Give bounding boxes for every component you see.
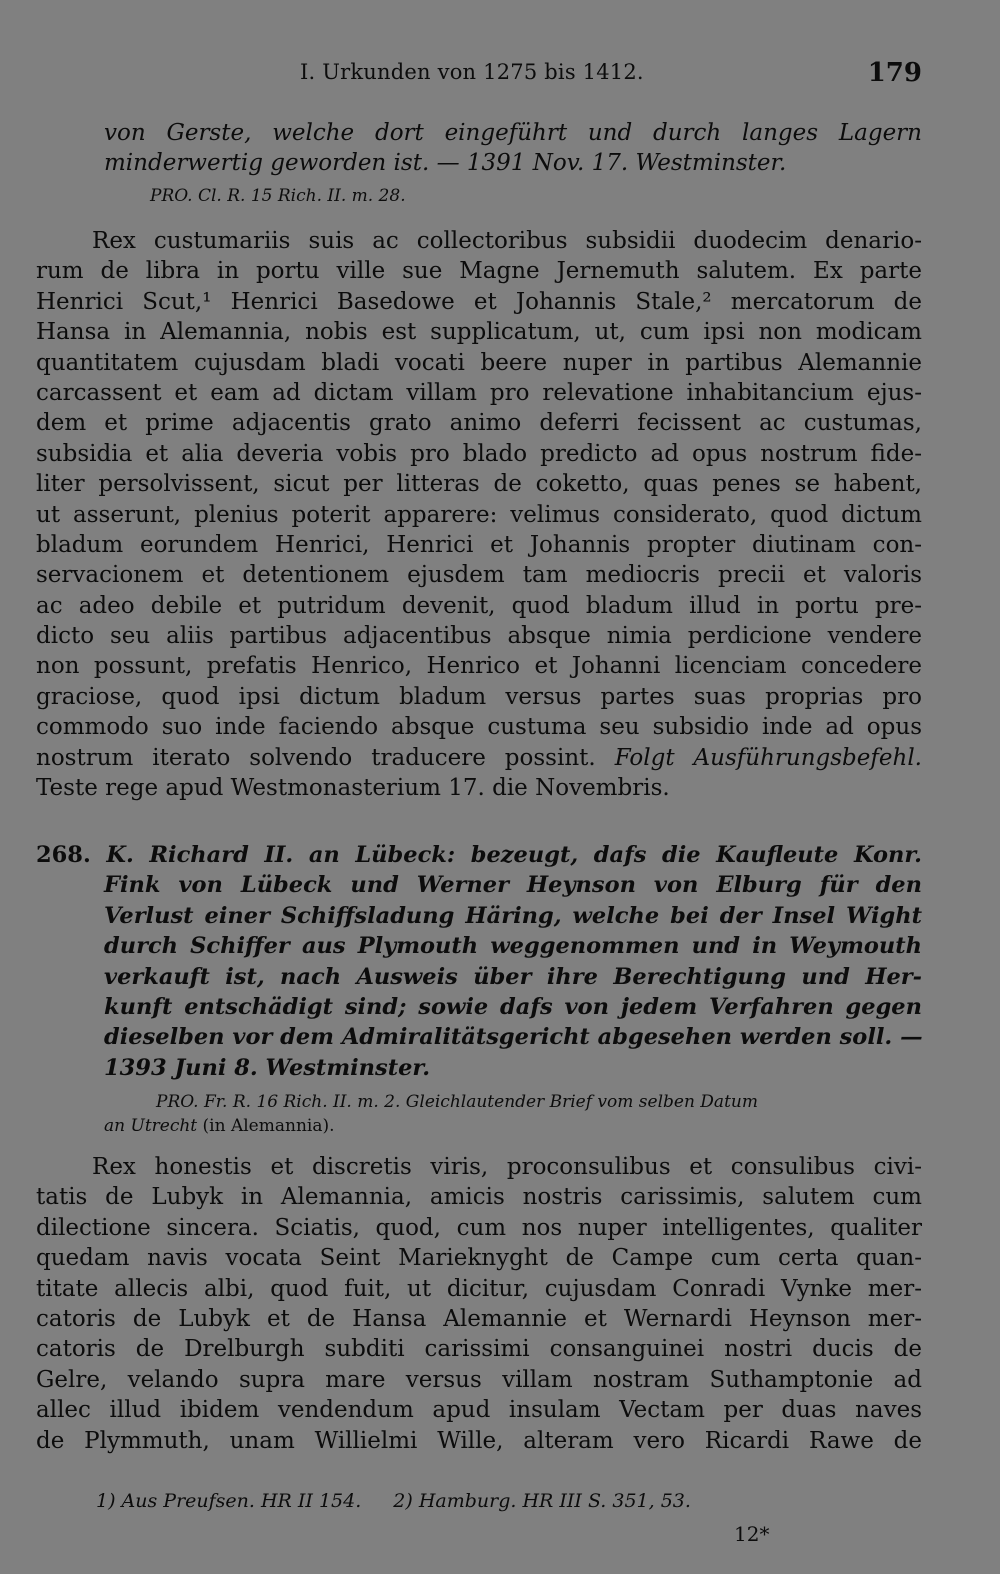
heading-line: verkauft ist, nach Ausweis über ihre Berechtigung und Her- [104, 963, 922, 990]
doc268-source [156, 1090, 926, 1114]
source-citation: PRO. Fr. R. 16 Rich. II. m. 2. Gleichlautender Brief vom selben Datum [156, 1092, 758, 1112]
page-number: 179 [867, 58, 922, 88]
text-line: catoris de Drelburgh subditi carissimi consanguinei nostri ducis de [36, 1336, 922, 1363]
text-line [36, 743, 922, 773]
text-line: ut asserunt, plenius poterit apparere: velimus considerato, quod dictum [36, 501, 922, 528]
text-line: graciose, quod ipsi dictum bladum versus partes suas proprias pro [36, 683, 922, 710]
source-place: an Utrecht [104, 1116, 198, 1136]
text-line: servacionem et detentionem ejusdem tam mediocris precii et valoris [36, 562, 922, 589]
source-citation-cont [104, 1114, 804, 1138]
footnote-1: 1) Aus Preufsen. HR II 154. [96, 1490, 362, 1512]
heading-line [36, 840, 922, 870]
closing-line: Teste rege apud Westmonasterium 17. die Novembris. [36, 775, 670, 802]
running-title: I. Urkunden von 1275 bis 1412. [300, 60, 644, 84]
doc267-summary [36, 118, 922, 179]
sheet-signature: 12* [734, 1522, 770, 1546]
text-line: allec illud ibidem vendendum apud insulam Vectam per duas naves [36, 1397, 922, 1424]
editorial-note: Folgt Ausführungsbefehl. [614, 744, 922, 771]
text-line: ac adeo debile et putridum devenit, quod bladum illud in portu pre- [36, 592, 922, 619]
text-line: subsidia et alia deveria vobis pro blado predicto ad opus nostrum fide- [36, 440, 922, 467]
doc267-body [36, 226, 922, 803]
heading-text: K. Richard II. an Lübeck: bezeugt, dafs die Kaufleute Konr. [106, 842, 922, 868]
text-line: catoris de Lubyk et de Hansa Alemannie et Wernardi Heynson mer- [36, 1305, 922, 1332]
document-number: 268. [36, 842, 91, 868]
text-line: commodo suo inde faciendo absque custuma seu subsidio inde ad opus [36, 714, 922, 741]
doc268-body [36, 1152, 922, 1456]
footnote-2: 2) Hamburg. HR III S. 351, 53. [393, 1490, 691, 1512]
text-line: Rex custumariis suis ac collectoribus subsidii duodecim denario- [92, 228, 922, 254]
text-line: carcassent et eam ad dictam villam pro relevatione inhabitancium ejus- [36, 379, 922, 406]
heading-line: durch Schiffer aus Plymouth weggenommen und in Weymouth [104, 933, 922, 960]
text-line: liter persolvissent, sicut per litteras de coketto, quas penes se habent, [36, 471, 922, 498]
text-line: Hansa in Alemannia, nobis est supplicatum, ut, cum ipsi non modicam [36, 319, 922, 346]
heading-line: dieselben vor dem Admiralitätsgericht abgesehen werden soll. — [104, 1024, 923, 1051]
source-note: (in Alemannia). [202, 1116, 335, 1136]
doc267-source [150, 184, 850, 208]
text-line: rum de libra in portu ville sue Magne Jernemuth salutem. Ex parte [36, 258, 922, 285]
source-citation: PRO. Cl. R. 15 Rich. II. m. 28. [150, 186, 406, 206]
text-line: dicto seu aliis partibus adjacentibus absque nimia perdicione vendere [36, 623, 922, 650]
text-line: dem et prime adjacentis grato animo deferri fecissent ac custumas, [36, 410, 922, 437]
summary-line: minderwertig geworden ist. — 1391 Nov. 17. Westminster. [104, 150, 787, 177]
heading-line: Verlust einer Schiffsladung Häring, welche bei der Insel Wight [104, 902, 922, 929]
heading-line: kunft entschädigt sind; sowie dafs von jedem Verfahren gegen [104, 993, 922, 1020]
footnotes [96, 1490, 717, 1512]
text-line: Rex honestis et discretis viris, proconsulibus et consulibus civi- [92, 1154, 922, 1180]
summary-line: von Gerste, welche dort eingeführt und durch langes Lagern [104, 120, 922, 146]
heading-line: Fink von Lübeck und Werner Heynson von Elburg für den [104, 872, 922, 899]
text-line: non possunt, prefatis Henrico, Henrico et Johanni licenciam concedere [36, 653, 922, 680]
text-line: de Plymmuth, unam Willielmi Wille, alteram vero Ricardi Rawe de [36, 1427, 922, 1454]
text-line: bladum eorundem Henrici, Henrici et Johannis propter diutinam con- [36, 531, 922, 558]
text-fragment: nostrum iterato solvendo traducere possint. [36, 744, 596, 771]
text-line: quedam navis vocata Seint Marieknyght de Campe cum certa quan- [36, 1245, 922, 1272]
text-line: dilectione sincera. Sciatis, quod, cum nos nuper intelligentes, qualiter [36, 1214, 922, 1241]
text-line: quantitatem cujusdam bladi vocati beere nuper in partibus Alemannie [36, 349, 922, 376]
doc268-heading [36, 840, 922, 1083]
text-line: Gelre, velando supra mare versus villam nostram Suthamptonie ad [36, 1366, 922, 1393]
text-line: tatis de Lubyk in Alemannia, amicis nostris carissimis, salutem cum [36, 1184, 922, 1211]
doc268-source-cont [104, 1114, 804, 1138]
heading-line: 1393 Juni 8. Westminster. [104, 1054, 431, 1081]
text-line: titate allecis albi, quod fuit, ut dicitur, cujusdam Conradi Vynke mer- [36, 1275, 922, 1302]
text-line: Henrici Scut,¹ Henrici Basedowe et Johannis Stale,² mercatorum de [36, 288, 922, 315]
